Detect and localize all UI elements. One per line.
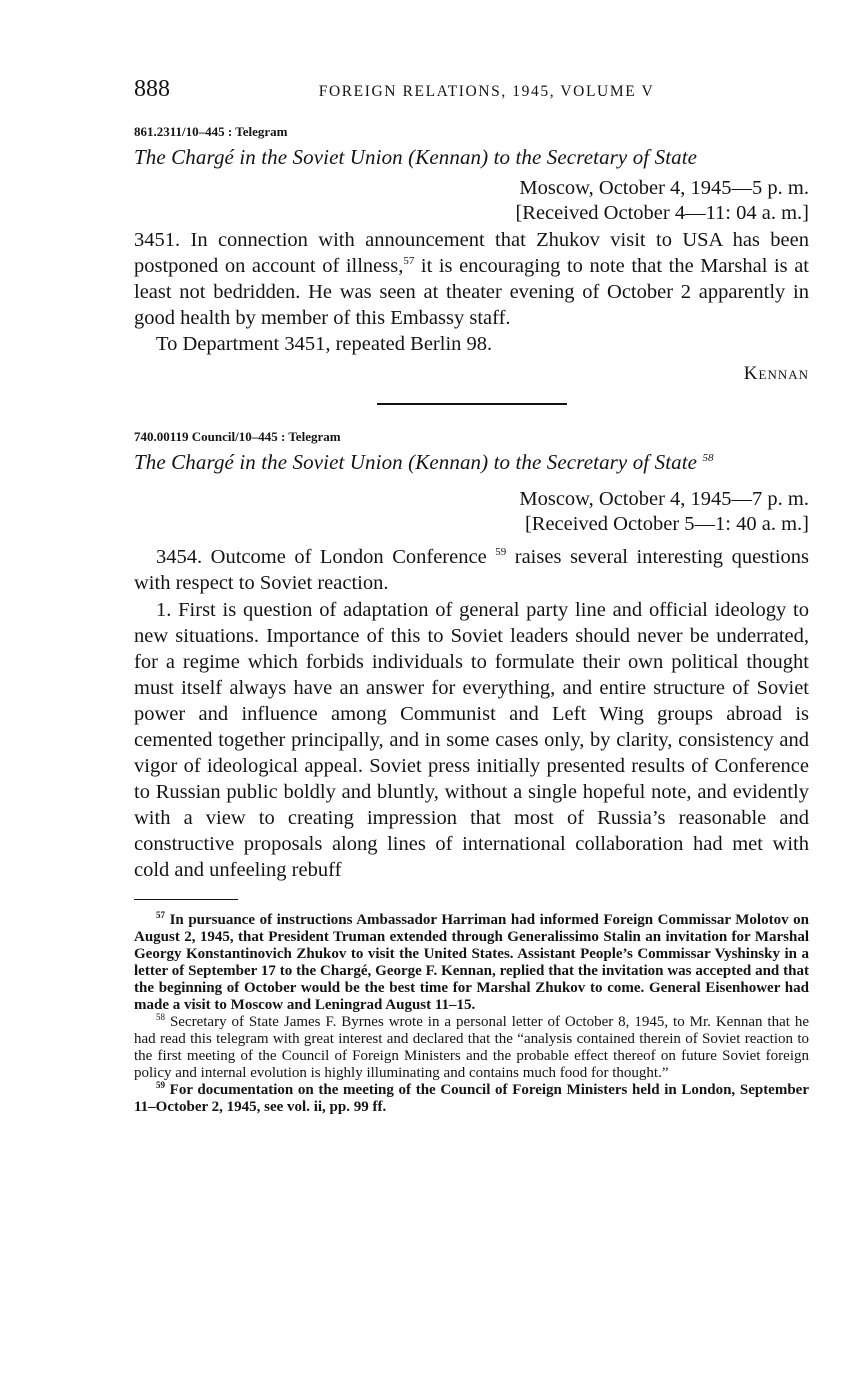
telegram-paragraph <box>134 227 809 331</box>
footnote-text: Secretary of State James F. Byrnes wrote in a personal letter of October 8, 1945, to Mr. Kennan that he had read this telegram with great interest and declared that the “analysis contained therein of Soviet reaction to the first meeting of the Council of Foreign Ministers and the probable effect thereof on future Soviet foreign policy and internal evolution is highly illuminating and contains much food for thought.” <box>134 1014 810 1081</box>
page-number: 888 <box>134 76 170 102</box>
footnote-58 <box>134 1014 809 1082</box>
telegram-paragraph: To Department 3451, repeated Berlin 98. <box>156 333 493 355</box>
file-reference: 740.00119 Council/10–445 : Telegram <box>134 429 341 444</box>
telegram-paragraph: 1. First is question of adaptation of general party line and official ideology to new situations. Importance of this to Soviet leaders should never be underrated, for a regime which forbids individuals to formulate their own political thought must itself always have an answer for everything, and entire structure of Soviet power and influence among Communist and Left Wing groups abroad is cemented together principally, and in some cases only, by clarity, consistency and vigor of ideological appeal. Soviet press initially presented results of Conference to Russian public boldly and bluntly, without a single hopeful note, and evidently with a view to creating impression that most of Russia’s reasonable and constructive proposals along lines of international collaboration had met with cold and unfeeling rebuff <box>134 599 809 881</box>
received-line: [Received October 4—11: 04 a. m.] <box>515 202 809 224</box>
footnote-mark: 59 <box>156 1080 165 1090</box>
footnote-ref: 57 <box>403 255 415 268</box>
received-line: [Received October 5—1: 40 a. m.] <box>524 513 809 535</box>
paragraph-text: 3451. In connection with announcement that Zhukov visit to USA has been postponed on account of illness, <box>134 229 809 277</box>
footnote-57 <box>134 912 809 1014</box>
document-title: The Chargé in the Soviet Union (Kennan) to the Secretary of State <box>134 145 698 169</box>
telegram-3454 <box>134 429 809 883</box>
telegram-paragraph <box>134 544 809 596</box>
document-title <box>134 449 809 475</box>
footnote-ref: 58 <box>702 452 714 464</box>
signature: Kennan <box>743 363 809 384</box>
footnote-text: For documentation on the meeting of the Council of Foreign Ministers held in London, September 11–October 2, 1945, see vol. ii, pp. 99 ff. <box>134 1082 809 1115</box>
footnote-mark: 58 <box>156 1012 165 1022</box>
paragraph-text: 3454. Outcome of London Conference <box>156 546 487 568</box>
running-head <box>134 76 809 110</box>
footnote-59 <box>134 1082 809 1116</box>
paragraph-text: it is encouraging to note that the Marshal is at least not bedridden. He was seen at theater evening of October 2 apparently in good health by member of this Embassy staff. <box>134 255 809 329</box>
footnote-ref: 59 <box>495 546 507 559</box>
footnotes <box>134 912 809 1116</box>
document-page <box>134 76 809 1116</box>
document-separator <box>377 403 567 405</box>
footnote-rule <box>134 899 238 900</box>
running-head-title: FOREIGN RELATIONS, 1945, VOLUME V <box>318 83 655 100</box>
file-reference: 861.2311/10–445 : Telegram <box>134 124 288 139</box>
dateline: Moscow, October 4, 1945—5 p. m. <box>519 177 809 199</box>
dateline: Moscow, October 4, 1945—7 p. m. <box>519 488 809 510</box>
footnote-text: In pursuance of instructions Ambassador Harriman had informed Foreign Commissar Molotov on August 2, 1945, that President Truman extended through Generalissimo Stalin an invitation for Marshal Georgy Konstantinovich Zhukov to visit the United States. Assistant People’s Commissar Vyshinsky in a letter of September 17 to the Chargé, George F. Kennan, replied that the invitation was accepted and that the beginning of October would be the best time for Marshal Zhukov to come. General Eisenhower had made a visit to Moscow and Leningrad August 11–15. <box>134 912 809 1013</box>
footnote-mark: 57 <box>156 910 165 920</box>
document-title-text: The Chargé in the Soviet Union (Kennan) to the Secretary of State <box>134 450 698 474</box>
paragraph-text: raises several interesting questions with respect to Soviet reaction. <box>134 546 810 594</box>
telegram-3451 <box>134 124 809 387</box>
